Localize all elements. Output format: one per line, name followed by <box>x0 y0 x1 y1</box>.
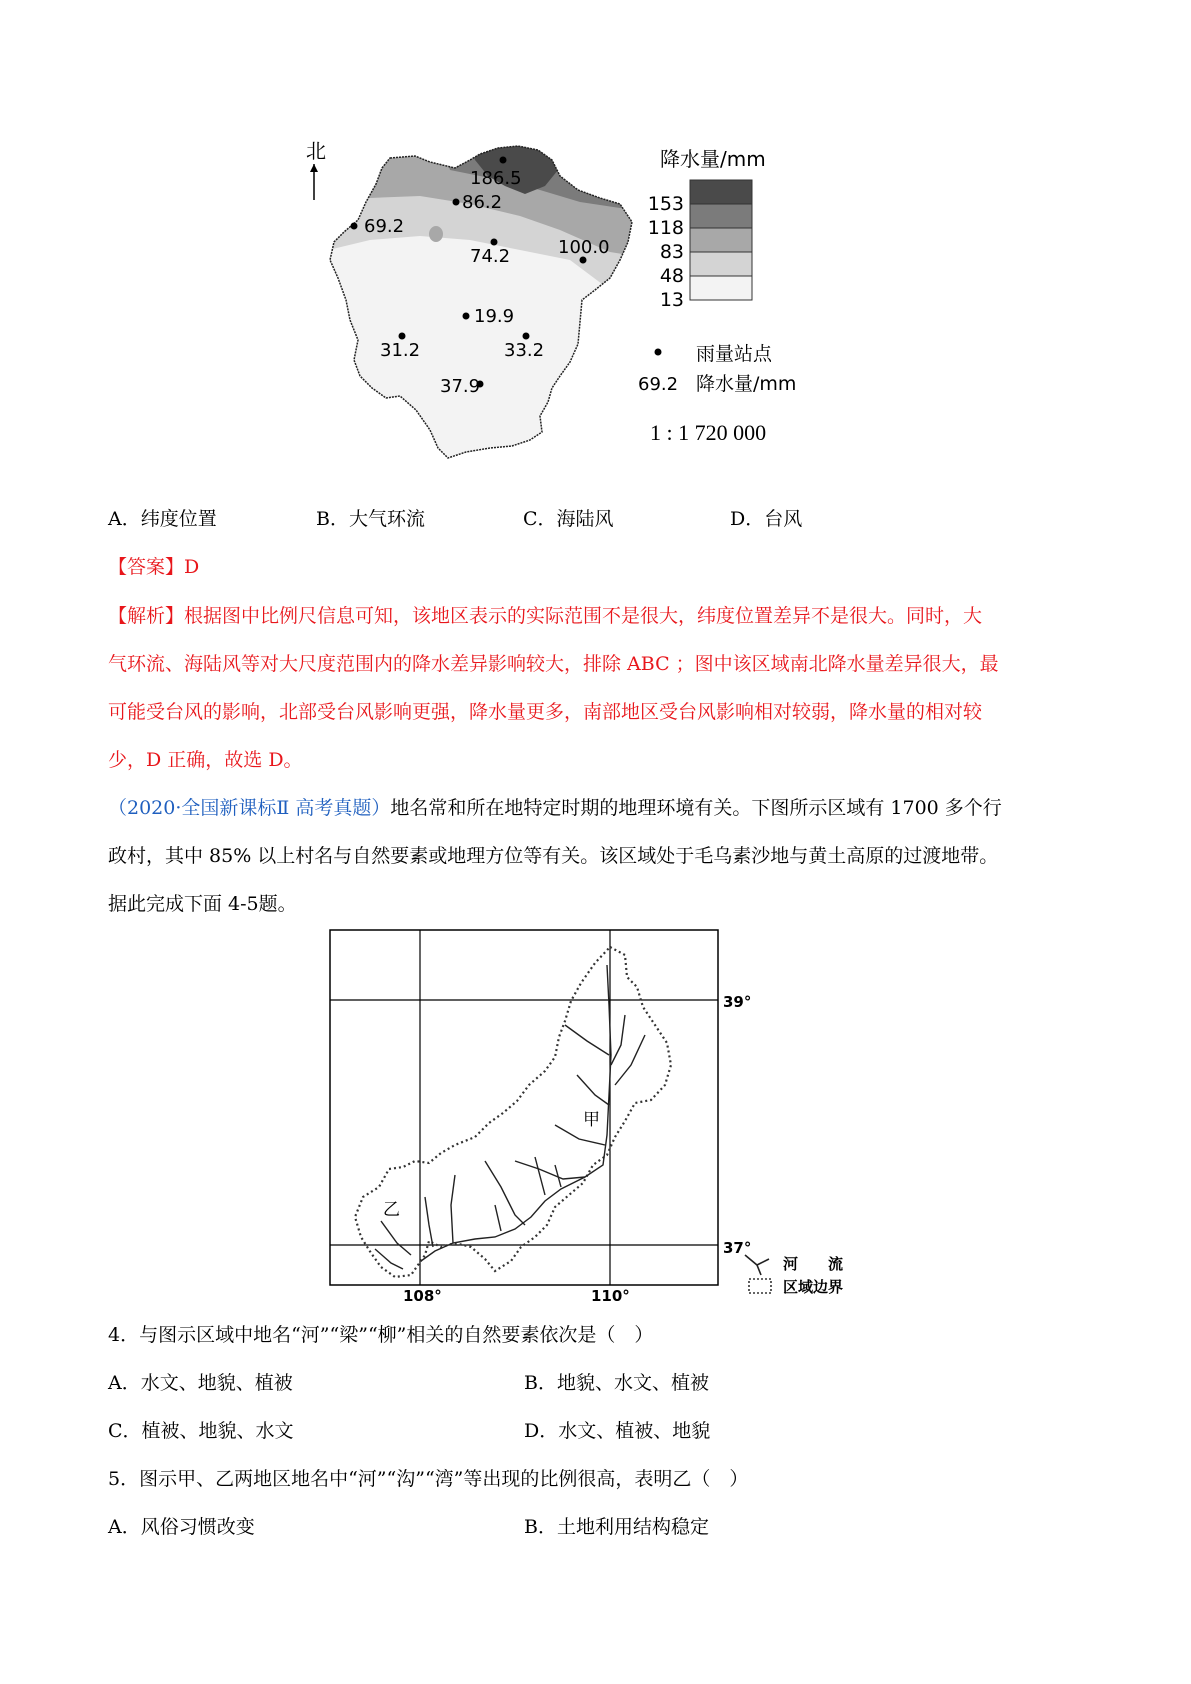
legend-station-label: 雨量站点 <box>696 343 773 365</box>
q4-option-a[interactable]: A．水文、地貌、植被 <box>108 1372 293 1394</box>
analysis-line: 少，D 正确，故选 D。 <box>108 749 303 771</box>
legend-level: 153 <box>647 193 684 215</box>
q5-option-a[interactable]: A．风俗习惯改变 <box>108 1516 255 1538</box>
river-region-map <box>325 925 885 1305</box>
intro-text: 地名常和所在地特定时期的地理环境有关。下图所示区域有 1700 多个行 <box>390 797 1002 819</box>
station-value: 186.5 <box>470 168 522 189</box>
q5-stem: 5．图示甲、乙两地区地名中“河”“沟”“湾”等出现的比例很高，表明乙（ ） <box>108 1468 749 1490</box>
lat-39-label: 39° <box>723 993 752 1011</box>
legend-title: 降水量/mm <box>660 147 766 171</box>
north-label: 北 <box>306 139 326 163</box>
precipitation-map <box>306 139 880 485</box>
station-dot <box>500 157 507 164</box>
q5-option-b[interactable]: B．土地利用结构稳定 <box>524 1516 709 1538</box>
q3-option-a[interactable]: A．纬度位置 <box>108 508 217 530</box>
station-dot <box>491 239 498 246</box>
q4-option-c[interactable]: C．植被、地貌、水文 <box>108 1420 294 1442</box>
answer-text: 【答案】D <box>108 556 200 578</box>
legend-swatch <box>690 204 752 228</box>
analysis-line: 可能受台风的影响，北部受台风影响更强，降水量更多，南部地区受台风影响相对较弱，降水量的相对较 <box>108 701 983 723</box>
analysis-line: 气环流、海陆风等对大尺度范围内的降水差异影响较大，排除 ABC ；图中该区域南北降水量差异很大，最 <box>108 653 999 675</box>
legend-level: 13 <box>659 289 684 311</box>
q4-option-d[interactable]: D．水文、植被、地貌 <box>524 1420 711 1442</box>
station-dot <box>399 333 406 340</box>
legend-river-symbol <box>745 1255 769 1275</box>
analysis-line: 【解析】根据图中比例尺信息可知，该地区表示的实际范围不是很大，纬度位置差异不是很大。同时，大 <box>108 605 983 627</box>
legend-swatch <box>690 228 752 252</box>
intro-line-1 <box>108 796 1002 820</box>
station-value: 37.9 <box>440 376 481 397</box>
map-scale: 1 : 1 720 000 <box>650 420 767 445</box>
station-value: 19.9 <box>474 306 515 327</box>
q4-stem: 4．与图示区域中地名“河”“梁”“柳”相关的自然要素依次是（ ） <box>108 1324 654 1346</box>
legend-value-label: 降水量/mm <box>696 373 797 395</box>
legend-station-dot <box>655 349 662 356</box>
station-value: 31.2 <box>380 340 421 361</box>
place-jia: 甲 <box>583 1110 600 1130</box>
legend-border-label: 区域边界 <box>783 1278 844 1296</box>
question-source: （2020·全国新课标Ⅱ 高考真题） <box>108 797 391 819</box>
legend-swatch <box>690 252 752 276</box>
legend-value-example: 69.2 <box>638 374 679 395</box>
legend-level: 48 <box>659 265 684 287</box>
lat-37-label: 37° <box>723 1239 752 1257</box>
legend-level: 118 <box>647 217 684 239</box>
intro-line-2: 政村，其中 85% 以上村名与自然要素或地理方位等有关。该区域处于毛乌素沙地与黄土高原的过渡地带。 <box>108 845 999 867</box>
q4-option-b[interactable]: B．地貌、水文、植被 <box>524 1372 709 1394</box>
legend-border-symbol <box>749 1279 771 1293</box>
lon-108-label: 108° <box>403 1287 442 1305</box>
intro-line-3: 据此完成下面 4-5题。 <box>108 893 297 915</box>
q3-option-b[interactable]: B．大气环流 <box>316 508 425 530</box>
station-dot <box>463 313 470 320</box>
station-dot <box>523 333 530 340</box>
station-value: 69.2 <box>364 216 405 237</box>
legend-swatch <box>690 180 752 204</box>
lon-110-label: 110° <box>591 1287 630 1305</box>
legend-river-label: 河 流 <box>783 1255 844 1273</box>
station-dot <box>351 223 358 230</box>
station-value: 74.2 <box>470 246 511 267</box>
legend-swatches <box>690 180 752 300</box>
station-dot <box>453 199 460 206</box>
station-value: 100.0 <box>558 237 610 258</box>
place-yi: 乙 <box>383 1200 400 1220</box>
q3-option-d[interactable]: D．台风 <box>730 508 803 530</box>
north-arrow-head <box>310 164 318 172</box>
q3-option-c[interactable]: C．海陆风 <box>523 508 614 530</box>
legend-swatch <box>690 276 752 300</box>
station-value: 86.2 <box>462 192 503 213</box>
station-value: 33.2 <box>504 340 545 361</box>
legend-level: 83 <box>659 241 684 263</box>
